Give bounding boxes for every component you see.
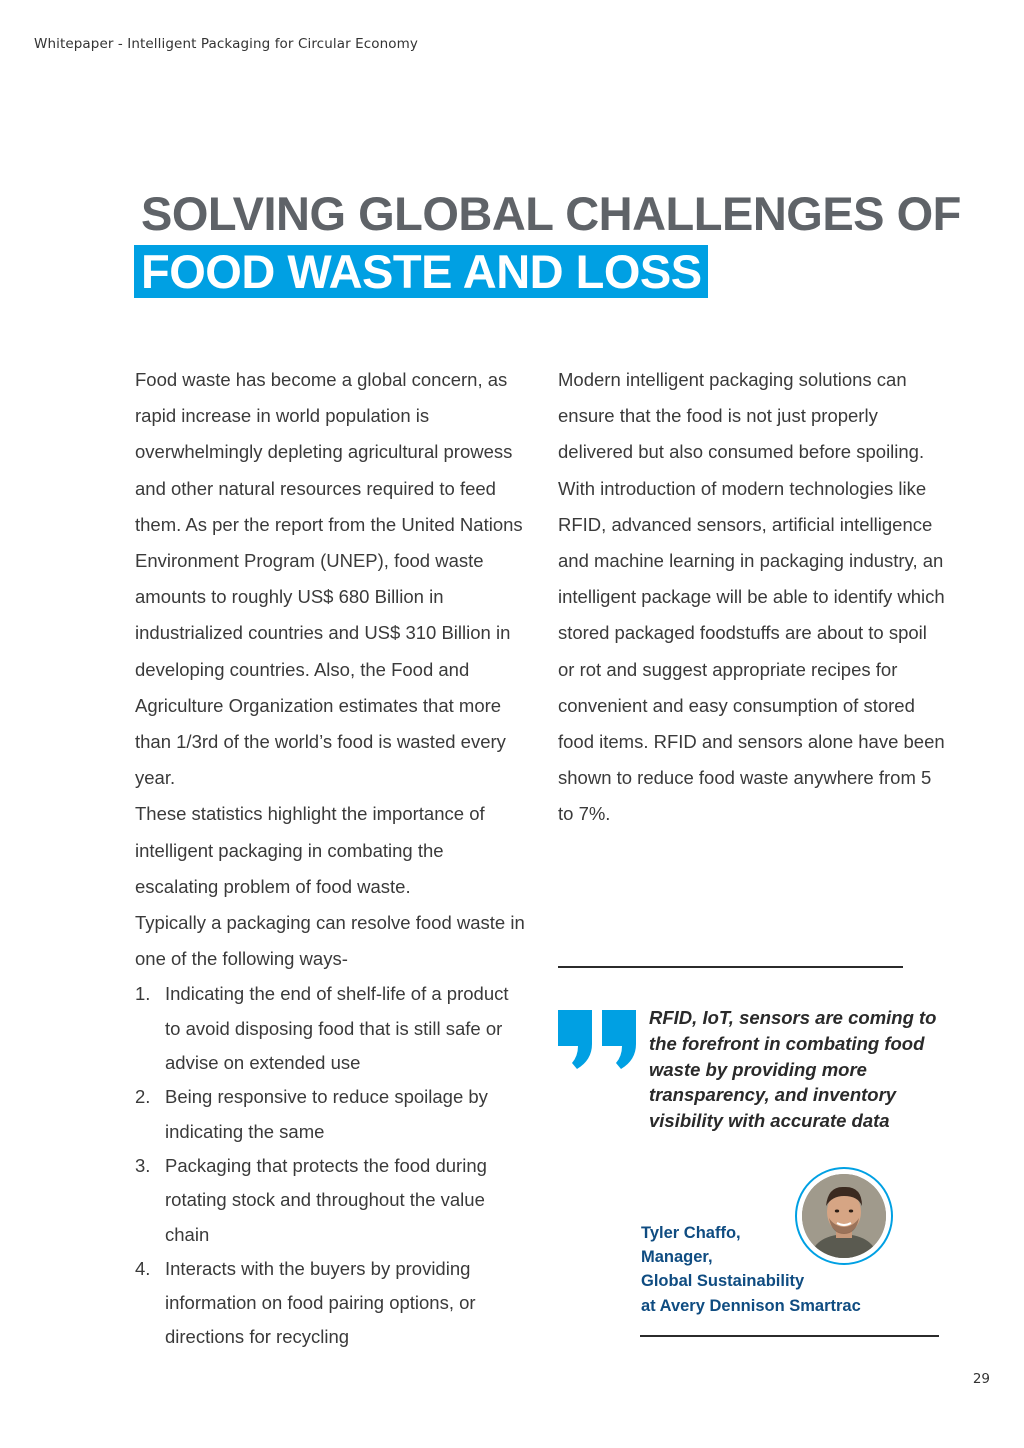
list-number: 1. — [135, 983, 151, 1005]
right-column — [558, 362, 948, 833]
list-item — [135, 1080, 525, 1149]
list-text: Packaging that protects the food during rotating stock and throughout the value chain — [165, 1154, 487, 1245]
left-column — [135, 362, 525, 1355]
list-number: 2. — [135, 1086, 151, 1108]
list-text: Interacts with the buyers by providing information on food pairing options, or directions for recycling — [165, 1257, 476, 1348]
quote-divider-top — [558, 966, 903, 968]
list-number: 4. — [135, 1257, 151, 1279]
intro-paragraph: Food waste has become a global concern, as rapid increase in world population is overwhelmingly depleting agricultural prowess and other natural resources required to feed them. As per the report from the United Nations Environment Program (UNEP), food waste amounts to roughly US$ 680 Billion in industrialized countries and US$ 310 Billion in developing countries. Also, the Food and Agriculture Organization estimates that more than 1/3rd of the world’s food is wasted every year. — [135, 369, 523, 789]
list-number: 3. — [135, 1154, 151, 1176]
page-number: 29 — [972, 1371, 990, 1387]
quotation-mark-icon — [558, 1010, 636, 1070]
statistics-paragraph: These statistics highlight the importance of intelligent packaging in combating the escalating problem of food waste. — [135, 803, 485, 897]
attribution-company: at Avery Dennison Smartrac — [641, 1296, 861, 1315]
attribution-name: Tyler Chaffo, — [641, 1224, 741, 1242]
ways-list — [135, 977, 525, 1354]
attribution-role: Manager, — [641, 1248, 713, 1267]
quote-attribution — [641, 1221, 931, 1318]
quote-divider-bottom — [640, 1335, 939, 1337]
page-title-highlight: FOOD WASTE AND LOSS — [134, 245, 708, 298]
list-text: Indicating the end of shelf-life of a product to avoid disposing food that is still safe or advise on extended use — [165, 983, 509, 1074]
technology-paragraph: Modern intelligent packaging solutions can ensure that the food is not just properly delivered but also consumed before spoiling. With introduction of modern technologies like RFID, advanced sensors, artificial intelligence and machine learning in packaging industry, an intelligent package will be able to identify which stored packaged foodstuffs are about to spoil or rot and suggest appropriate recipes for convenient and easy consumption of stored food items. RFID and sensors alone have been shown to reduce food waste anywhere from 5 to 7%. — [558, 369, 945, 825]
list-text: Being responsive to reduce spoilage by indicating the same — [165, 1086, 488, 1142]
list-item — [135, 977, 525, 1080]
pull-quote: RFID, IoT, sensors are coming to the forefront in combating food waste by providing more transparency, and inventory visibility with accurate data — [649, 1007, 937, 1132]
page-title-line1: SOLVING GLOBAL CHALLENGES OF — [141, 187, 961, 240]
attribution-department: Global Sustainability — [641, 1272, 805, 1291]
ways-intro-paragraph: Typically a packaging can resolve food waste in one of the following ways- — [135, 912, 525, 970]
list-item — [135, 1252, 525, 1355]
list-item — [135, 1149, 525, 1252]
running-header: Whitepaper - Intelligent Packaging for Circular Economy — [34, 36, 418, 52]
